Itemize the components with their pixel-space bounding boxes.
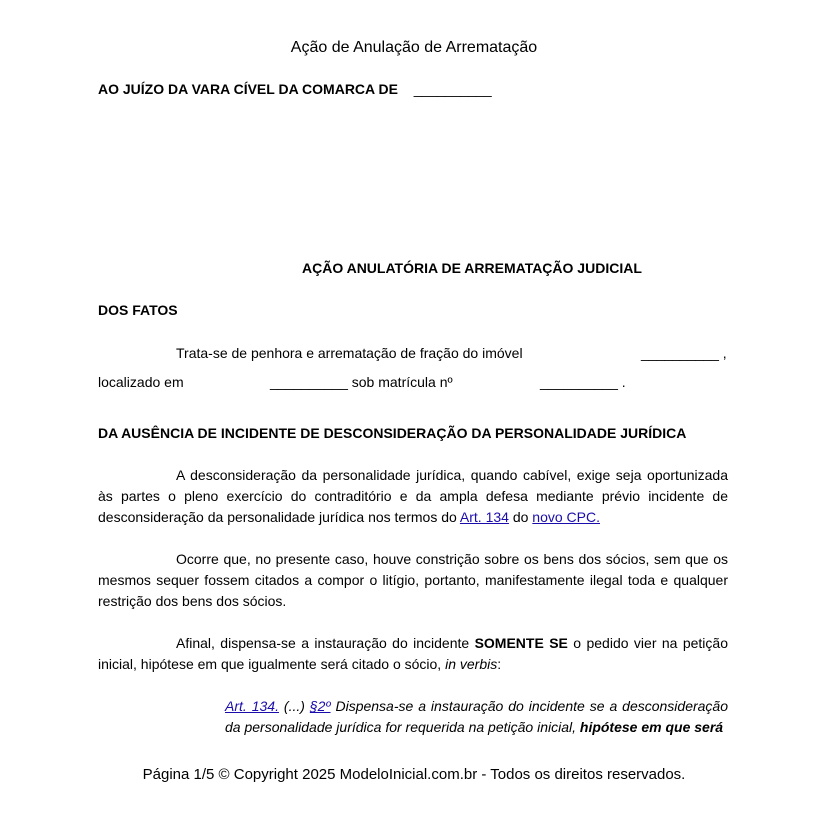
paragraph-3-italic: in verbis [445, 656, 498, 672]
comarca-blank: __________ [413, 81, 492, 97]
localizado-blank: __________ [270, 374, 348, 390]
court-address [98, 81, 728, 97]
paragraph-2-text: Ocorre que, no presente caso, houve constrição sobre os bens dos sócios, sem que os mesmos sequer fossem citados a compor o litígio, portanto, manifestamente ilegal toda e qualquer restrição dos bens dos sócios. [98, 551, 728, 609]
link-novo-cpc[interactable]: novo CPC. [532, 509, 600, 525]
paragraph-3-start: Afinal, dispensa-se a instauração do incidente [176, 635, 470, 651]
imovel-blank: __________ [641, 345, 719, 361]
fatos-line-1-end: , [722, 345, 727, 361]
fatos-line-2-mid-wrap [270, 374, 453, 390]
paragraph-1 [98, 465, 728, 528]
fatos-line-1 [98, 345, 728, 361]
fatos-line-2-end-wrap [540, 374, 626, 390]
quote-link-paragraph-2[interactable]: §2º [309, 698, 331, 714]
fatos-line-1-blank-wrap [641, 345, 727, 361]
quote-bold: hipótese em que será [579, 719, 724, 735]
paragraph-2 [98, 549, 728, 612]
fatos-line-1-text: Trata-se de penhora e arrematação de fração do imóvel [176, 345, 523, 361]
section-heading-ausencia: DA AUSÊNCIA DE INCIDENTE DE DESCONSIDERAÇÃO DA PERSONALIDADE JURÍDICA [98, 425, 687, 441]
paragraph-1-mid: do [512, 509, 529, 525]
quote-ellipsis: (...) [283, 698, 305, 714]
fatos-line-2-start: localizado em [98, 374, 184, 390]
section-heading-fatos: DOS FATOS [98, 302, 178, 318]
paragraph-1-text: A desconsideração da personalidade jurídica, quando cabível, exige seja oportunizada às partes o pleno exercício do contraditório e da ampla defesa mediante prévio incidente de desconsideração da personalidade jurídica nos termos do [98, 467, 728, 525]
paragraph-3-end: : [497, 656, 502, 672]
page-footer: Página 1/5 © Copyright 2025 ModeloInicial.com.br - Todos os direitos reservados. [142, 766, 686, 783]
paragraph-3-bold: SOMENTE SE [474, 635, 568, 651]
fatos-line-2-end: . [621, 374, 626, 390]
quote-link-art-134[interactable]: Art. 134. [225, 698, 279, 714]
quote-text: Dispensa-se a instauração do incidente se a desconsideração da personalidade jurídica for requerida na petição inicial, [225, 698, 729, 735]
document-header: Ação de Anulação de Arrematação [290, 39, 538, 56]
court-address-text: AO JUÍZO DA VARA CÍVEL DA COMARCA DE [98, 81, 398, 97]
fatos-line-2-mid: sob matrícula nº [351, 374, 453, 390]
matricula-blank: __________ [540, 374, 618, 390]
document-title: AÇÃO ANULATÓRIA DE ARREMATAÇÃO JUDICIAL [302, 260, 642, 276]
paragraph-3-mid: o pedido vier na petição inicial, hipótese em que igualmente será citado o sócio, [98, 635, 728, 672]
link-art-134[interactable]: Art. 134 [459, 509, 509, 525]
paragraph-3 [98, 633, 728, 675]
legal-quote [225, 696, 728, 738]
